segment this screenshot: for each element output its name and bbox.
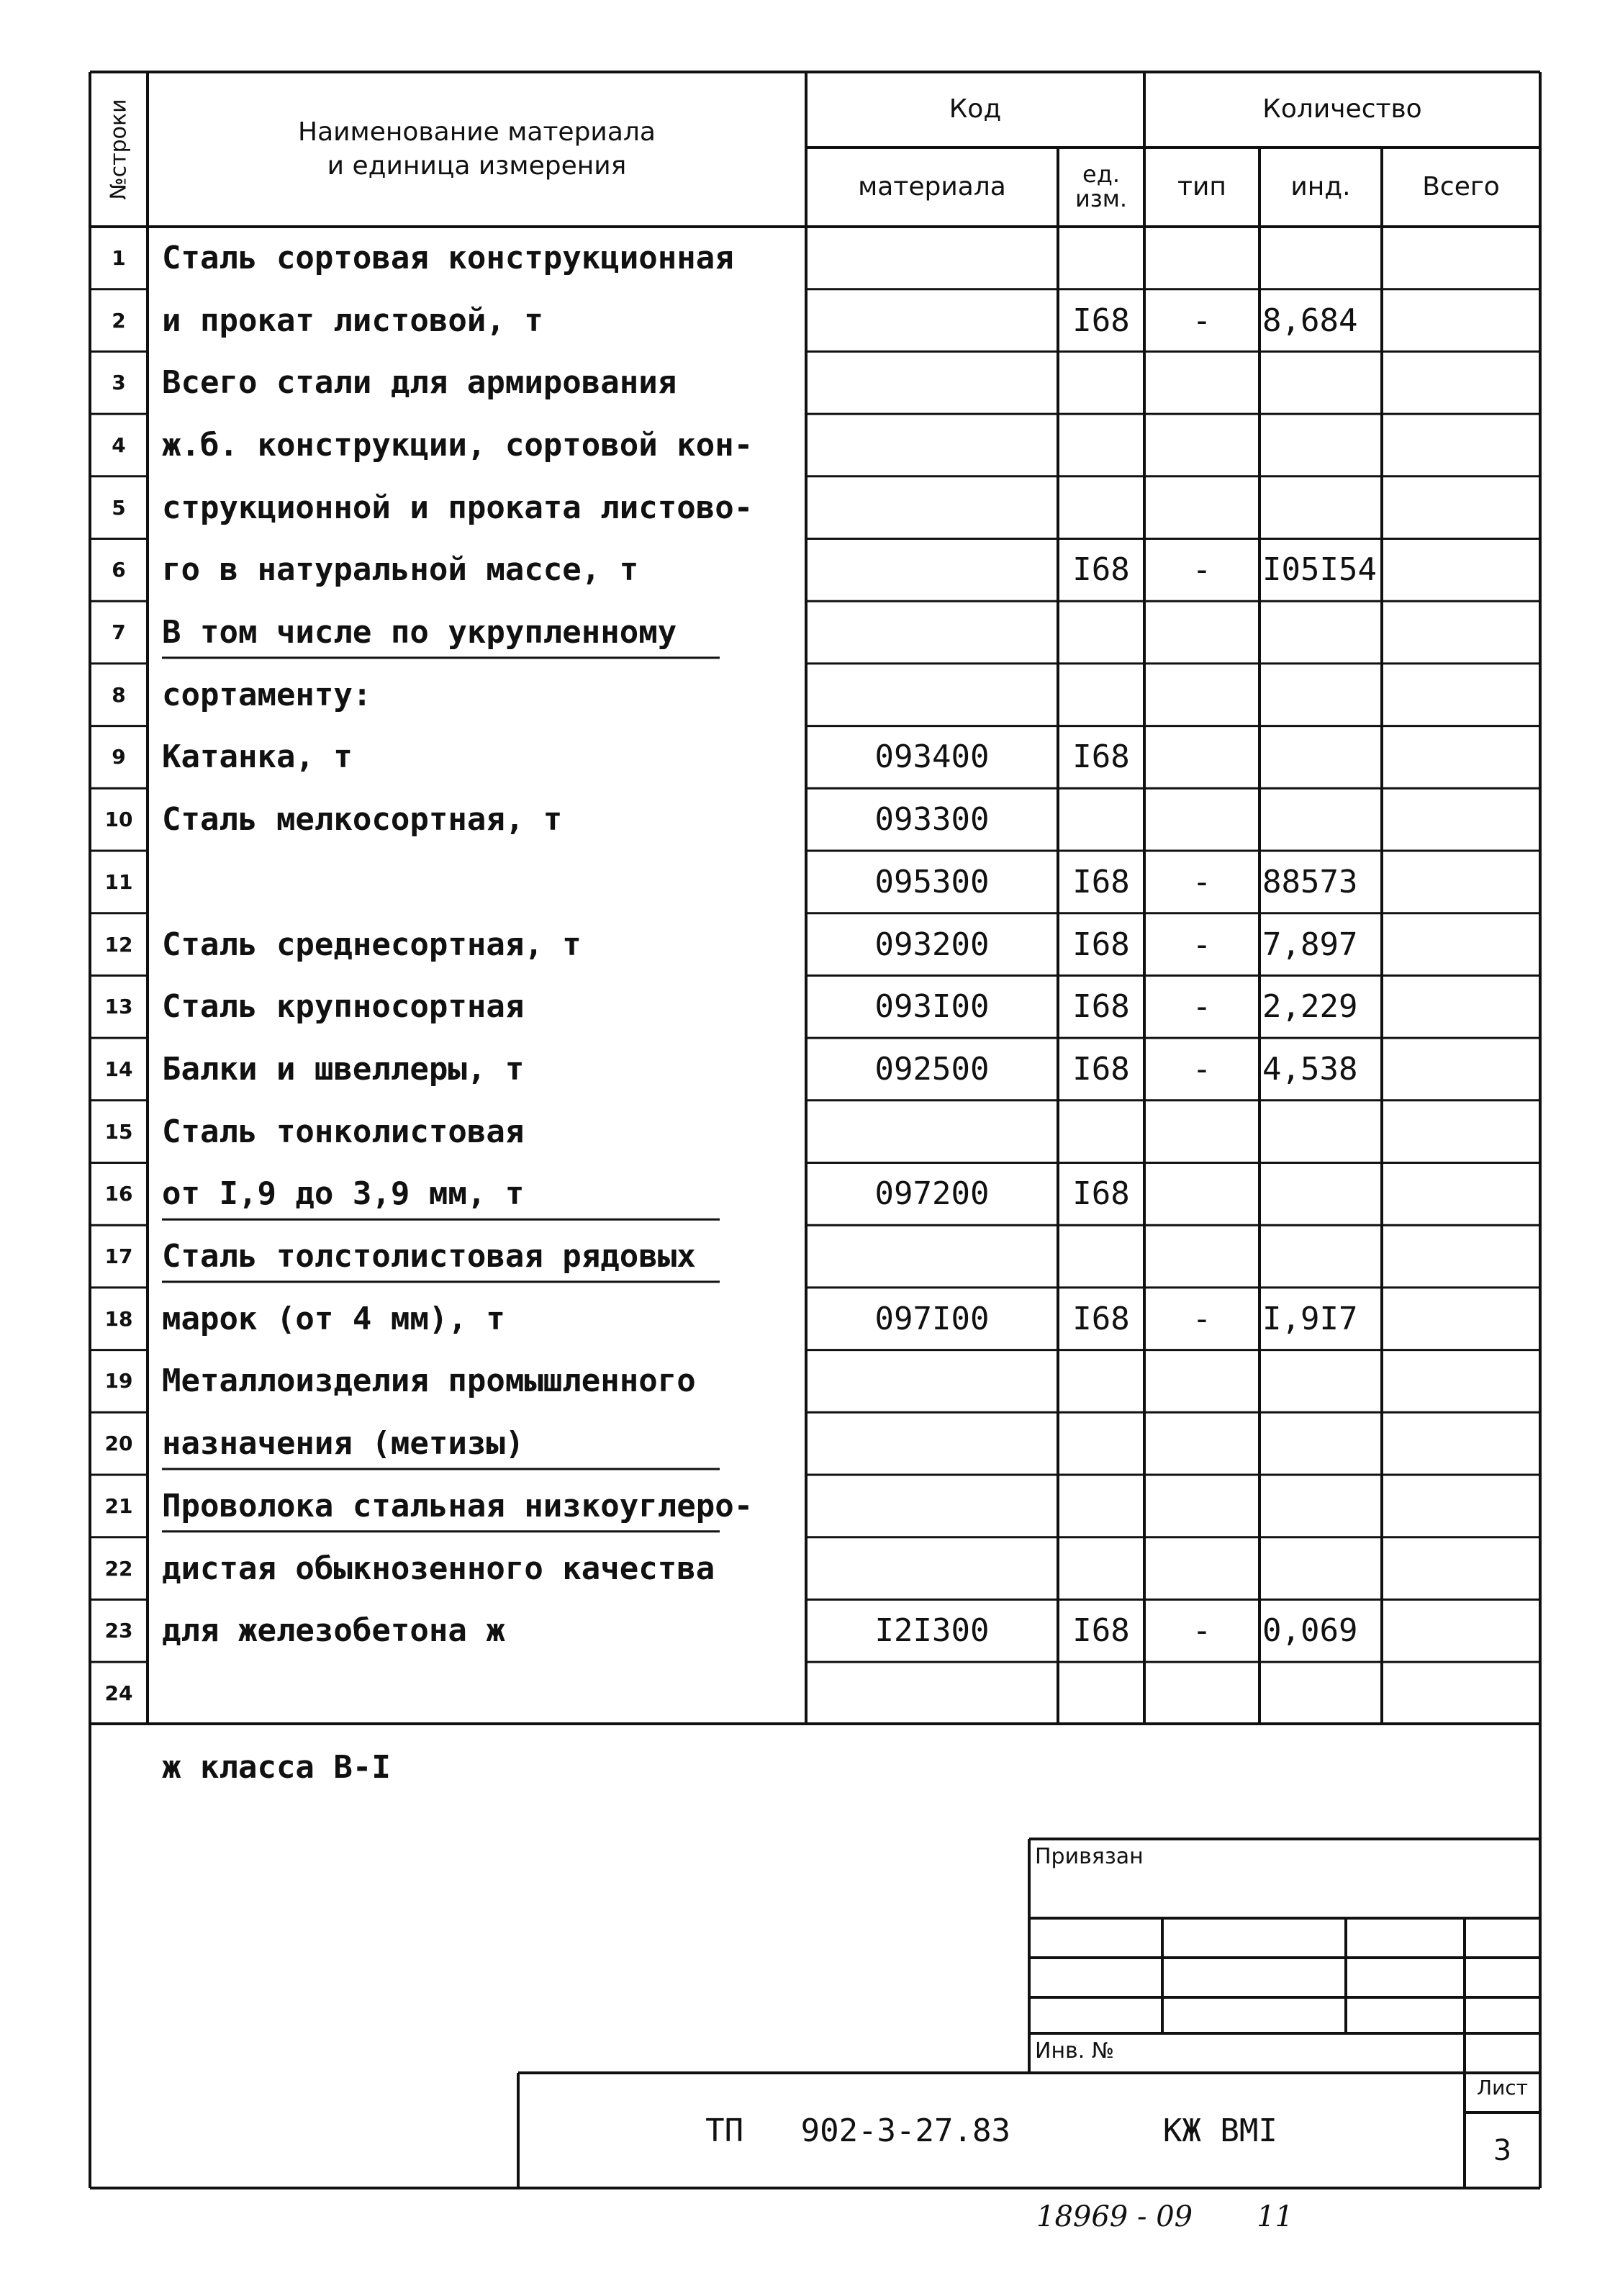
unit-code: [1058, 1412, 1144, 1475]
quantity-total: [1382, 1163, 1540, 1226]
material-code: [806, 1537, 1058, 1600]
quantity-type: [1144, 1662, 1259, 1725]
stamp-sheet-label: Лист: [1477, 2076, 1528, 2100]
quantity-total: [1382, 1537, 1540, 1600]
quantity-type: -: [1192, 1300, 1212, 1337]
material-code: 092500: [874, 1050, 990, 1088]
quantity-total: [1382, 664, 1540, 726]
quantity-type: [1144, 1350, 1259, 1413]
header-total: Всего: [1422, 171, 1500, 202]
quantity-type: [1144, 351, 1259, 414]
quantity-individual: [1259, 788, 1385, 851]
unit-code: [1058, 227, 1144, 289]
quantity-individual: I,9I7: [1262, 1300, 1358, 1337]
quantity-individual: [1259, 414, 1385, 476]
quantity-total: [1382, 476, 1540, 539]
quantity-individual: [1259, 1475, 1385, 1537]
material-code: [806, 1350, 1058, 1413]
material-code: [806, 1662, 1058, 1725]
material-code: I2I300: [874, 1612, 990, 1650]
material-name: Всего стали для армирования: [162, 364, 677, 402]
unit-code: [1058, 1225, 1144, 1288]
row-number: 1: [112, 245, 126, 270]
material-code: [806, 1100, 1058, 1163]
material-code: [806, 351, 1058, 414]
material-code: [806, 1412, 1058, 1475]
material-name: В том числе по укрупленному: [162, 614, 677, 651]
material-code: 097200: [874, 1175, 990, 1213]
quantity-type: [1144, 788, 1259, 851]
quantity-individual: [1259, 601, 1385, 664]
unit-code: [1058, 601, 1144, 664]
quantity-total: [1382, 788, 1540, 851]
material-name: Сталь мелкосортная, т: [162, 801, 563, 839]
quantity-total: [1382, 1100, 1540, 1163]
material-code: [806, 227, 1058, 289]
quantity-individual: [1259, 476, 1385, 539]
quantity-type: -: [1192, 302, 1212, 339]
quantity-total: [1382, 1662, 1540, 1725]
unit-code: [1058, 788, 1144, 851]
unit-code: [1058, 476, 1144, 539]
quantity-individual: 0,069: [1262, 1612, 1358, 1650]
material-code: [806, 414, 1058, 476]
quantity-total: [1382, 913, 1540, 976]
quantity-total: [1382, 1599, 1540, 1662]
header-name-line1: Наименование материала: [298, 117, 656, 147]
material-name: [162, 1662, 802, 1725]
quantity-total: [1382, 227, 1540, 289]
quantity-type: -: [1192, 1050, 1212, 1088]
unit-code: I68: [1072, 1175, 1130, 1213]
header-code-material: материала: [858, 171, 1006, 202]
stamp-sheet-number: 3: [1493, 2133, 1512, 2167]
quantity-total: [1382, 726, 1540, 789]
material-name: Проволока стальная низкоуглеро-: [162, 1487, 754, 1524]
quantity-individual: [1259, 1662, 1385, 1725]
quantity-total: [1382, 975, 1540, 1038]
header-row-number: №строки: [106, 99, 132, 200]
material-code: 095300: [874, 863, 990, 900]
quantity-individual: 8,684: [1262, 302, 1358, 339]
quantity-total: [1382, 1475, 1540, 1537]
quantity-individual: 4,538: [1262, 1050, 1358, 1088]
stamp-designation: ТП 902-3-27.83 КЖ ВМI: [705, 2112, 1277, 2149]
header-unit-line1: ед.: [1082, 161, 1120, 189]
header-name-line2: и единица измерения: [327, 150, 627, 181]
unit-code: [1058, 1662, 1144, 1725]
row-number: 23: [104, 1619, 133, 1643]
header-unit: [1058, 148, 1144, 227]
row-number: 13: [104, 995, 133, 1019]
material-code: [806, 289, 1058, 352]
quantity-individual: 7,897: [1262, 926, 1358, 963]
material-name: Балки и швеллеры, т: [162, 1050, 525, 1088]
row-number: 18: [104, 1306, 133, 1331]
quantity-total: [1382, 1412, 1540, 1475]
quantity-type: [1144, 1537, 1259, 1600]
quantity-total: [1382, 851, 1540, 913]
quantity-total: [1382, 1350, 1540, 1413]
row-number: 7: [112, 620, 126, 645]
quantity-total: [1382, 539, 1540, 602]
material-code: 093300: [874, 801, 990, 839]
quantity-individual: [1259, 664, 1385, 726]
row-number: 9: [112, 745, 126, 769]
row-number: 4: [112, 433, 126, 457]
unit-code: [1058, 1350, 1144, 1413]
material-code: [806, 539, 1058, 602]
material-code: [806, 664, 1058, 726]
material-name: назначения (метизы): [162, 1425, 525, 1463]
quantity-type: [1144, 1225, 1259, 1288]
quantity-type: [1144, 601, 1259, 664]
quantity-type: [1144, 1163, 1259, 1226]
material-name: для железобетона ж: [162, 1612, 505, 1650]
material-code: 093400: [874, 738, 990, 776]
quantity-type: [1144, 1412, 1259, 1475]
row-number: 17: [104, 1244, 133, 1269]
material-code: [806, 601, 1058, 664]
material-code: [806, 1475, 1058, 1537]
row-number: 10: [104, 808, 133, 832]
quantity-individual: [1259, 351, 1385, 414]
material-name: Сталь среднесортная, т: [162, 926, 582, 963]
quantity-type: -: [1192, 1612, 1212, 1650]
row-number: 22: [104, 1556, 133, 1581]
quantity-type: [1144, 227, 1259, 289]
unit-code: I68: [1072, 302, 1130, 339]
header-quantity: Количество: [1262, 94, 1422, 125]
unit-code: I68: [1072, 1300, 1130, 1337]
material-code: [806, 1225, 1058, 1288]
row-number: 19: [104, 1369, 133, 1393]
unit-code: I68: [1072, 1050, 1130, 1088]
quantity-type: -: [1192, 551, 1212, 589]
quantity-type: [1144, 414, 1259, 476]
row-number: 20: [104, 1432, 133, 1456]
material-code: 093200: [874, 926, 990, 963]
material-name: Сталь толстолистовая рядовых: [162, 1238, 696, 1275]
quantity-type: [1144, 1100, 1259, 1163]
unit-code: [1058, 351, 1144, 414]
quantity-type: -: [1192, 988, 1212, 1026]
unit-code: [1058, 1537, 1144, 1600]
footnote: ж класса В-I: [162, 1748, 391, 1786]
quantity-individual: [1259, 227, 1385, 289]
row-number: 24: [104, 1681, 133, 1705]
quantity-individual: 88573: [1262, 863, 1358, 900]
quantity-individual: [1259, 1537, 1385, 1600]
unit-code: I68: [1072, 551, 1130, 589]
material-name: дистая обыкнозенного качества: [162, 1550, 715, 1587]
quantity-total: [1382, 601, 1540, 664]
row-number: 14: [104, 1057, 133, 1081]
row-number: 5: [112, 495, 126, 520]
material-name: го в натуральной массе, т: [162, 551, 639, 589]
row-number: 6: [112, 558, 126, 582]
material-name: марок (от 4 мм), т: [162, 1300, 505, 1337]
archive-number: 18969 - 09 11: [1036, 2200, 1293, 2233]
quantity-type: -: [1192, 863, 1212, 900]
quantity-total: [1382, 414, 1540, 476]
row-number: 12: [104, 932, 133, 957]
material-name: и прокат листовой, т: [162, 302, 543, 339]
header-code: Код: [949, 94, 1002, 125]
material-name: Сталь тонколистовая: [162, 1113, 525, 1150]
quantity-total: [1382, 289, 1540, 352]
unit-code: I68: [1072, 926, 1130, 963]
row-number: 21: [104, 1493, 133, 1518]
unit-code: I68: [1072, 1612, 1130, 1650]
unit-code: [1058, 664, 1144, 726]
quantity-type: [1144, 1475, 1259, 1537]
material-code: 097I00: [874, 1300, 990, 1337]
row-number: 15: [104, 1119, 133, 1144]
row-number: 3: [112, 371, 126, 395]
header-name: [148, 72, 806, 227]
header-individual: инд.: [1290, 171, 1351, 202]
unit-code: [1058, 1475, 1144, 1537]
stamp-attached-label: Привязан: [1035, 1844, 1144, 1869]
header-unit-line2: изм.: [1075, 185, 1128, 212]
unit-code: [1058, 414, 1144, 476]
material-code: 093I00: [874, 988, 990, 1026]
material-name: [162, 851, 802, 913]
quantity-type: [1144, 476, 1259, 539]
unit-code: [1058, 1100, 1144, 1163]
quantity-individual: [1259, 1100, 1385, 1163]
quantity-type: -: [1192, 926, 1212, 963]
unit-code: I68: [1072, 863, 1130, 900]
quantity-total: [1382, 1225, 1540, 1288]
quantity-type: [1144, 726, 1259, 789]
material-name: сортаменту:: [162, 676, 372, 713]
unit-code: I68: [1072, 988, 1130, 1026]
material-name: ж.б. конструкции, сортовой кон-: [162, 426, 754, 464]
material-name: от I,9 до 3,9 мм, т: [162, 1175, 525, 1213]
quantity-individual: I05I54: [1262, 551, 1377, 589]
material-name: Сталь крупносортная: [162, 988, 525, 1026]
quantity-individual: [1259, 1412, 1385, 1475]
material-code: [806, 476, 1058, 539]
quantity-type: [1144, 664, 1259, 726]
row-number: 8: [112, 682, 126, 707]
row-number: 2: [112, 308, 126, 333]
material-name: Катанка, т: [162, 738, 353, 776]
row-number: 16: [104, 1182, 133, 1206]
quantity-individual: [1259, 726, 1385, 789]
quantity-individual: [1259, 1350, 1385, 1413]
unit-code: I68: [1072, 738, 1130, 776]
material-name: Сталь сортовая конструкционная: [162, 239, 734, 276]
quantity-total: [1382, 351, 1540, 414]
material-name: струкционной и проката листово-: [162, 489, 754, 526]
stamp-inventory-label: Инв. №: [1035, 2038, 1115, 2064]
quantity-individual: 2,229: [1262, 988, 1358, 1026]
quantity-total: [1382, 1288, 1540, 1350]
row-number: 11: [104, 869, 133, 894]
quantity-individual: [1259, 1163, 1385, 1226]
quantity-total: [1382, 1038, 1540, 1100]
material-name: Металлоизделия промышленного: [162, 1362, 696, 1400]
quantity-individual: [1259, 1225, 1385, 1288]
header-type: тип: [1177, 171, 1226, 202]
